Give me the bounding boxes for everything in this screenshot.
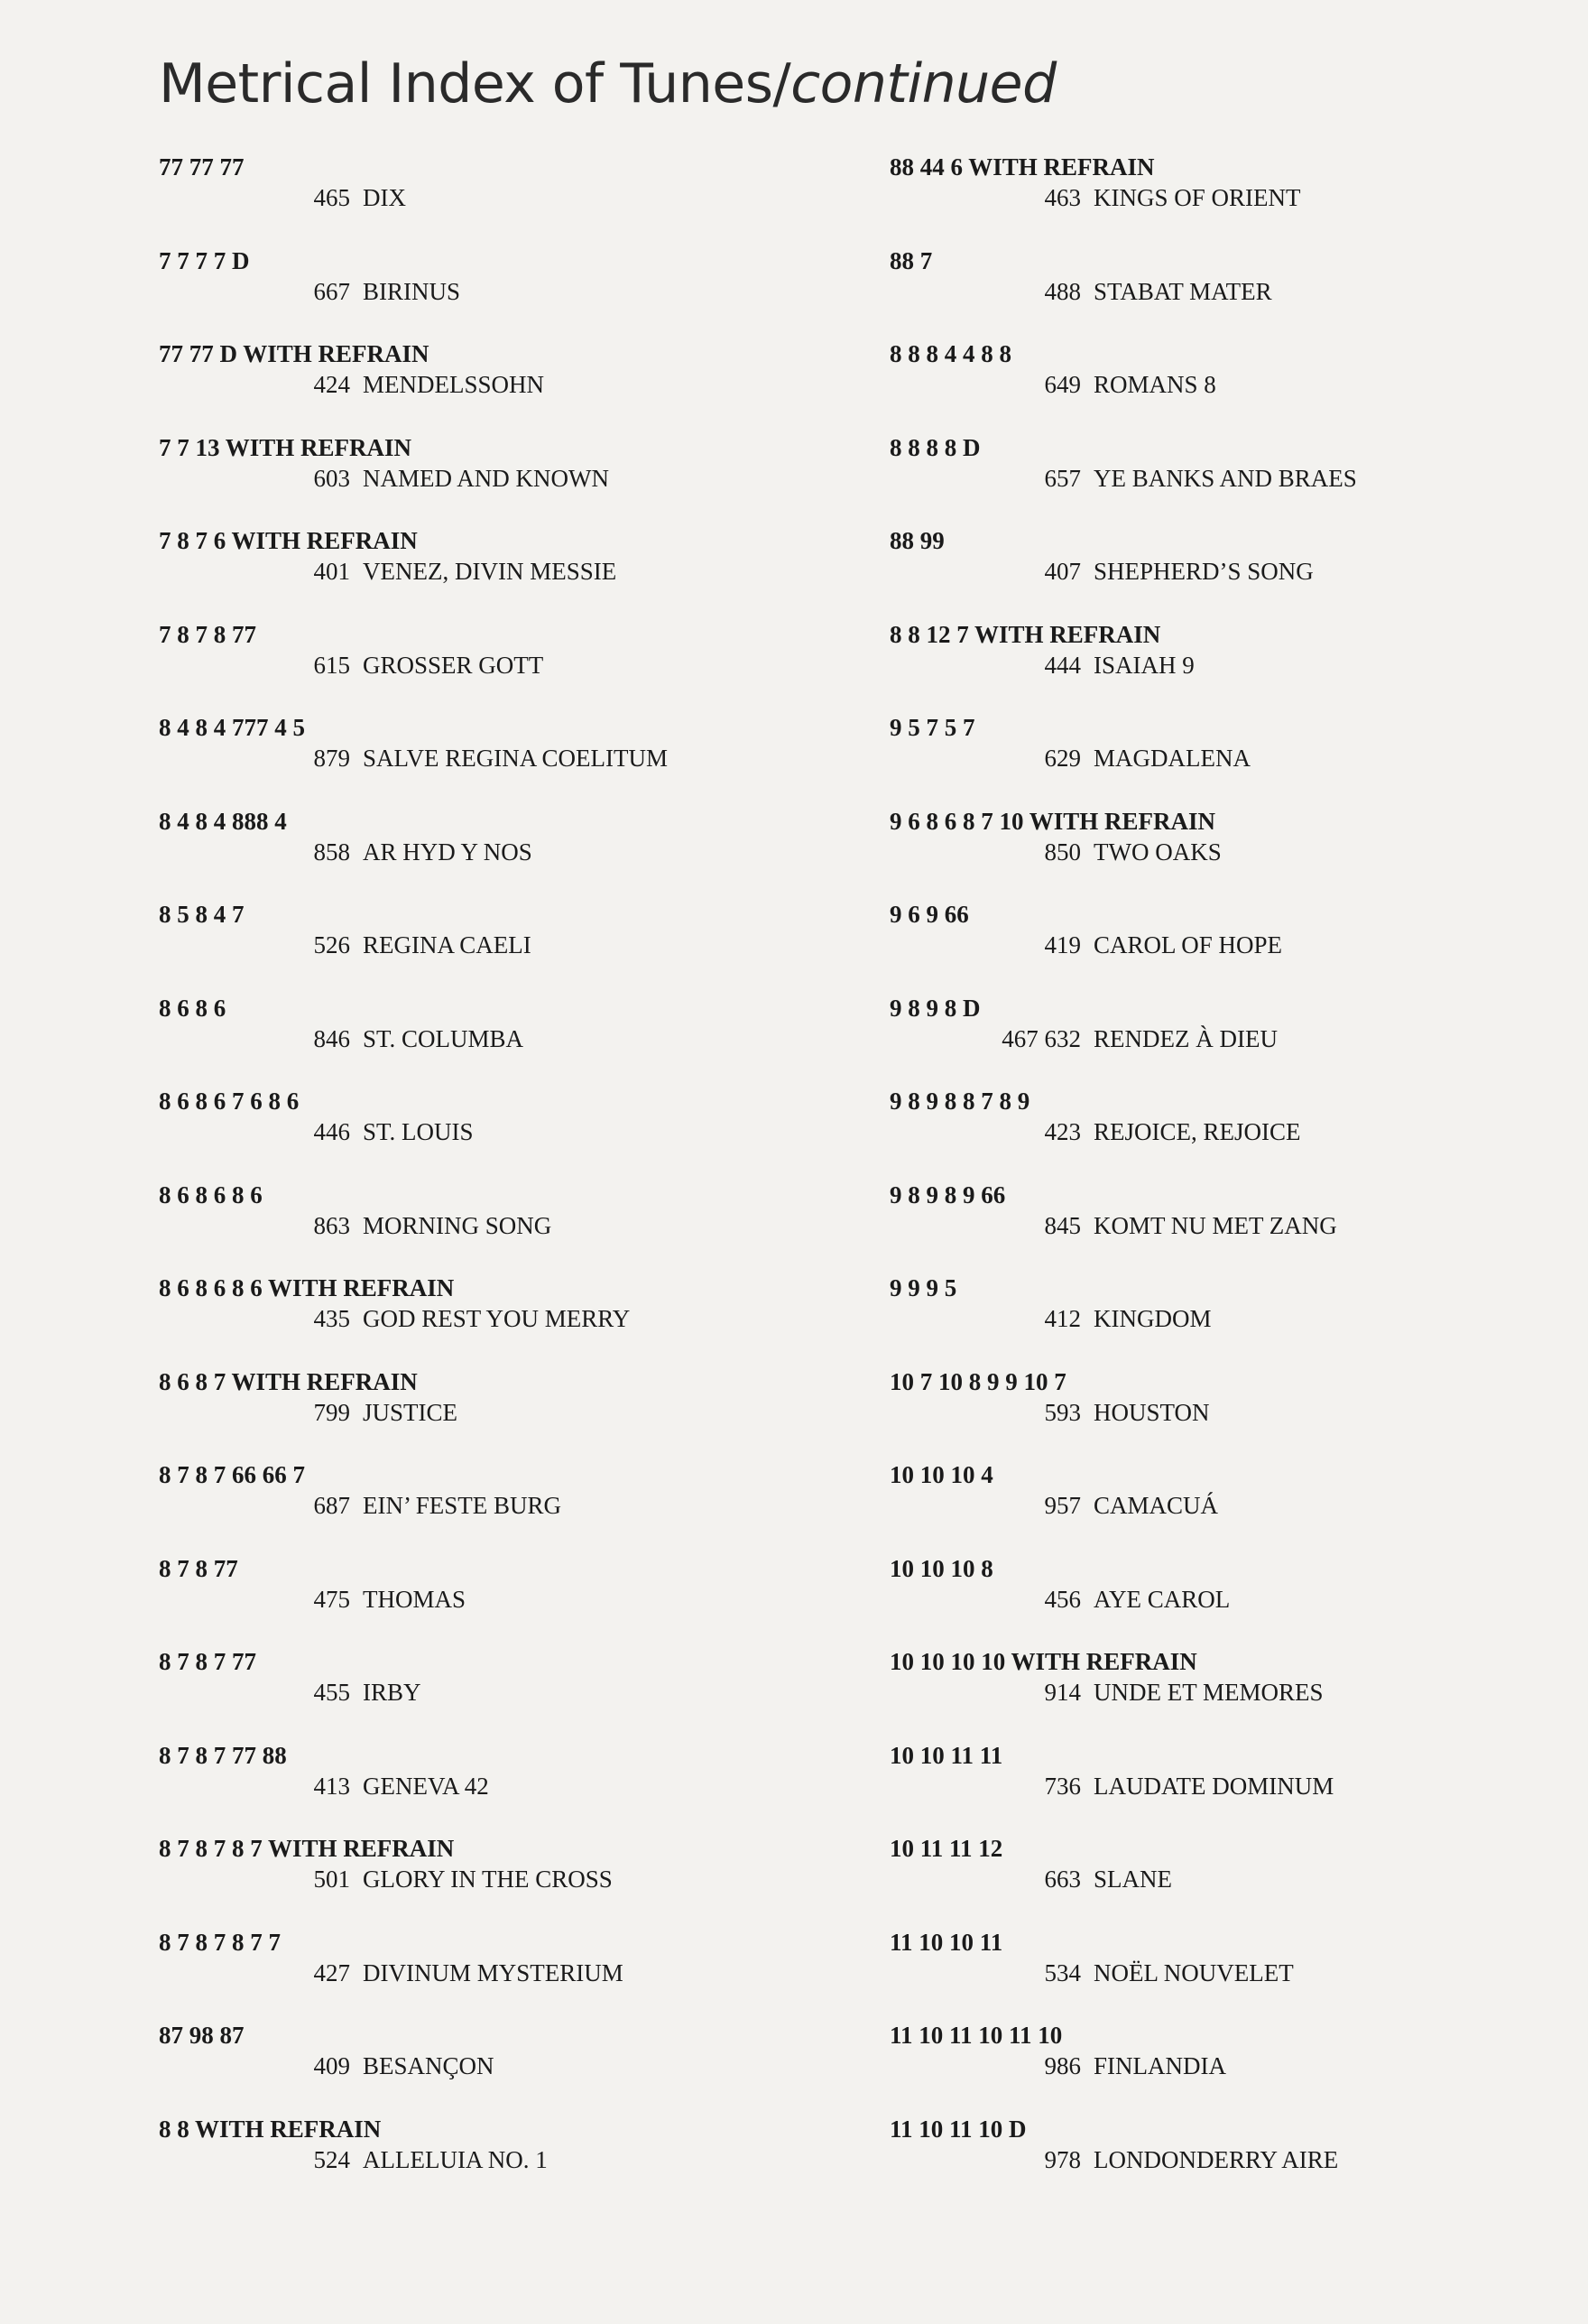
tune-line — [159, 1679, 421, 1707]
tune-line — [890, 838, 1222, 866]
tune-name: MENDELSSOHN — [363, 371, 545, 398]
tune-name: ROMANS 8 — [1094, 371, 1216, 398]
tune-name: DIX — [363, 184, 406, 211]
tune-name: MORNING SONG — [363, 1211, 552, 1239]
hymn-number: 419 — [1044, 931, 1081, 958]
tune-name: GROSSER GOTT — [363, 651, 544, 679]
hymn-number: 465 — [313, 184, 350, 211]
hymn-number: 850 — [1044, 838, 1081, 866]
meter-heading: 9 6 9 66 — [890, 901, 969, 928]
tune-name: TWO OAKS — [1094, 838, 1222, 866]
tune-name: ALLELUIA NO. 1 — [363, 2145, 548, 2173]
meter-heading: 9 8 9 8 9 66 — [890, 1181, 1006, 1208]
page-title-continued: continued — [790, 52, 1057, 116]
meter-heading: 7 7 13 WITH REFRAIN — [159, 433, 412, 461]
meter-heading: 8 7 8 7 8 7 WITH REFRAIN — [159, 1835, 455, 1862]
hymn-number: 401 — [313, 558, 350, 585]
tune-name: NAMED AND KNOWN — [363, 464, 609, 492]
meter-heading: 8 7 8 7 77 88 — [159, 1741, 287, 1769]
tune-line — [890, 1399, 1210, 1427]
tune-line — [159, 838, 532, 866]
hymn-number: 667 — [313, 277, 350, 305]
hymn-number: 427 — [313, 1958, 350, 1986]
hymn-number: 845 — [1044, 1211, 1081, 1239]
meter-heading: 8 8 8 8 D — [890, 433, 981, 461]
hymn-number: 446 — [313, 1118, 350, 1145]
meter-heading: 11 10 11 10 D — [890, 2115, 1027, 2143]
meter-heading: 8 6 8 6 8 6 — [159, 1181, 263, 1208]
tune-name: GLORY IN THE CROSS — [363, 1866, 613, 1893]
meter-heading: 9 9 9 5 — [890, 1274, 957, 1301]
tune-name: LAUDATE DOMINUM — [1094, 1772, 1334, 1800]
tune-line — [890, 371, 1216, 399]
tune-line — [159, 2052, 494, 2080]
hymn-number: 467 632 — [1002, 1024, 1081, 1052]
hymn-number: 423 — [1044, 1118, 1081, 1145]
hymn-number: 593 — [1044, 1398, 1081, 1426]
meter-heading: 7 8 7 8 77 — [159, 620, 256, 648]
hymn-number: 858 — [313, 838, 350, 866]
tune-line — [159, 1399, 457, 1427]
tune-name: DIVINUM MYSTERIUM — [363, 1958, 623, 1986]
tune-name: BESANÇON — [363, 2052, 494, 2079]
meter-heading: 8 6 8 6 7 6 8 6 — [159, 1088, 300, 1115]
meter-heading: 8 6 8 6 — [159, 994, 226, 1022]
page-title-main: Metrical Index of Tunes/ — [159, 52, 791, 116]
tune-line — [890, 1492, 1218, 1520]
meter-heading: 8 8 WITH REFRAIN — [159, 2115, 382, 2143]
tune-name: RENDEZ À DIEU — [1094, 1024, 1278, 1052]
meter-heading: 9 8 9 8 8 7 8 9 — [890, 1088, 1030, 1115]
hymn-number: 687 — [313, 1492, 350, 1519]
meter-heading: 10 10 10 10 WITH REFRAIN — [890, 1648, 1197, 1675]
meter-heading: 8 4 8 4 777 4 5 — [159, 714, 305, 741]
tune-name: THOMAS — [363, 1585, 466, 1613]
tune-name: IRBY — [363, 1679, 421, 1706]
tune-name: SALVE REGINA COELITUM — [363, 745, 669, 772]
tune-line — [890, 1305, 1212, 1333]
hymn-number: 412 — [1044, 1305, 1081, 1332]
hymn-number: 407 — [1044, 558, 1081, 585]
tune-line — [890, 745, 1251, 773]
hymn-number: 957 — [1044, 1492, 1081, 1519]
tune-line — [890, 1679, 1324, 1707]
tune-name: VENEZ, DIVIN MESSIE — [363, 558, 617, 585]
hymn-number: 657 — [1044, 464, 1081, 492]
tune-name: GOD REST YOU MERRY — [363, 1305, 631, 1332]
tune-name: HOUSTON — [1094, 1398, 1210, 1426]
hymn-number: 736 — [1044, 1772, 1081, 1800]
meter-heading: 11 10 10 11 — [890, 1928, 1003, 1956]
hymn-number: 649 — [1044, 371, 1081, 398]
tune-line — [159, 652, 543, 680]
hymn-number: 615 — [313, 651, 350, 679]
meter-heading: 8 6 8 7 WITH REFRAIN — [159, 1367, 418, 1395]
meter-heading: 10 7 10 8 9 9 10 7 — [890, 1367, 1066, 1395]
tune-line — [890, 1025, 1278, 1053]
hymn-number: 629 — [1044, 745, 1081, 772]
tune-name: CAROL OF HOPE — [1094, 931, 1283, 958]
tune-line — [890, 2146, 1338, 2174]
tune-name: JUSTICE — [363, 1398, 458, 1426]
meter-heading: 10 10 11 11 — [890, 1741, 1003, 1769]
tune-line — [159, 1773, 489, 1801]
tune-line — [890, 465, 1357, 493]
meter-heading: 9 5 7 5 7 — [890, 714, 975, 741]
hymn-number: 444 — [1044, 651, 1081, 679]
meter-heading: 8 8 12 7 WITH REFRAIN — [890, 620, 1161, 648]
tune-line — [159, 1212, 551, 1240]
tune-line — [890, 2052, 1226, 2080]
tune-line — [890, 184, 1301, 212]
tune-line — [159, 1959, 623, 1987]
tune-name: BIRINUS — [363, 277, 461, 305]
meter-heading: 77 77 D WITH REFRAIN — [159, 340, 429, 367]
meter-heading: 10 11 11 12 — [890, 1835, 1003, 1862]
hymn-number: 463 — [1044, 184, 1081, 211]
tune-name: AYE CAROL — [1094, 1585, 1231, 1613]
tune-line — [159, 1866, 613, 1893]
tune-name: REGINA CAELI — [363, 931, 531, 958]
tune-name: KINGDOM — [1094, 1305, 1212, 1332]
tune-line — [890, 1773, 1334, 1801]
hymn-number: 488 — [1044, 277, 1081, 305]
tune-name: ST. COLUMBA — [363, 1024, 524, 1052]
tune-name: STABAT MATER — [1094, 277, 1272, 305]
meter-heading: 10 10 10 4 — [890, 1461, 993, 1488]
tune-line — [890, 1959, 1294, 1987]
hymn-number: 455 — [313, 1679, 350, 1706]
hymn-number: 409 — [313, 2052, 350, 2079]
tune-line — [890, 1586, 1230, 1614]
hymn-number: 663 — [1044, 1866, 1081, 1893]
meter-heading: 8 4 8 4 888 4 — [159, 807, 287, 835]
hymn-number: 475 — [313, 1585, 350, 1613]
hymn-number: 914 — [1044, 1679, 1081, 1706]
meter-heading: 9 6 8 6 8 7 10 WITH REFRAIN — [890, 807, 1216, 835]
tune-name: KOMT NU MET ZANG — [1094, 1211, 1337, 1239]
tune-line — [159, 371, 544, 399]
hymn-number: 863 — [313, 1211, 350, 1239]
tune-name: REJOICE, REJOICE — [1094, 1118, 1301, 1145]
tune-line — [159, 931, 531, 959]
tune-line — [159, 1305, 630, 1333]
tune-name: KINGS OF ORIENT — [1094, 184, 1301, 211]
meter-heading: 8 7 8 7 8 7 7 — [159, 1928, 281, 1956]
tune-line — [159, 465, 609, 493]
tune-line — [159, 558, 616, 586]
tune-line — [890, 931, 1282, 959]
hymn-number: 524 — [313, 2145, 350, 2173]
hymn-number: 846 — [313, 1024, 350, 1052]
tune-name: SHEPHERD’S SONG — [1094, 558, 1314, 585]
tune-name: CAMACUÁ — [1094, 1492, 1219, 1519]
hymn-number: 526 — [313, 931, 350, 958]
tune-line — [159, 2146, 548, 2174]
tune-name: UNDE ET MEMORES — [1094, 1679, 1324, 1706]
meter-heading: 10 10 10 8 — [890, 1554, 993, 1582]
hymn-number: 501 — [313, 1866, 350, 1893]
tune-line — [890, 1118, 1301, 1146]
tune-line — [890, 558, 1314, 586]
tune-line — [159, 1586, 466, 1614]
hymn-number: 879 — [313, 745, 350, 772]
tune-line — [159, 1025, 523, 1053]
tune-name: NOËL NOUVELET — [1094, 1958, 1294, 1986]
page-title — [159, 52, 1057, 116]
tune-name: ISAIAH 9 — [1094, 651, 1195, 679]
hymn-number: 986 — [1044, 2052, 1081, 2079]
hymn-number: 413 — [313, 1772, 350, 1800]
meter-heading: 8 6 8 6 8 6 WITH REFRAIN — [159, 1274, 455, 1301]
tune-line — [890, 1212, 1337, 1240]
tune-line — [159, 1118, 474, 1146]
tune-name: FINLANDIA — [1094, 2052, 1226, 2079]
meter-heading: 8 7 8 7 77 — [159, 1648, 256, 1675]
hymn-number: 424 — [313, 371, 350, 398]
meter-heading: 88 99 — [890, 527, 945, 554]
meter-heading: 77 77 77 — [159, 153, 245, 181]
meter-heading: 87 98 87 — [159, 2022, 245, 2049]
tune-name: MAGDALENA — [1094, 745, 1251, 772]
hymn-number: 978 — [1044, 2145, 1081, 2173]
meter-heading: 11 10 11 10 11 10 — [890, 2022, 1063, 2049]
tune-name: GENEVA 42 — [363, 1772, 489, 1800]
tune-line — [890, 652, 1195, 680]
meter-heading: 8 5 8 4 7 — [159, 901, 245, 928]
tune-line — [890, 278, 1272, 306]
meter-heading: 9 8 9 8 D — [890, 994, 981, 1022]
tune-line — [159, 278, 460, 306]
meter-heading: 8 7 8 77 — [159, 1554, 238, 1582]
tune-name: SLANE — [1094, 1866, 1172, 1893]
hymn-number: 435 — [313, 1305, 350, 1332]
meter-heading: 7 7 7 7 D — [159, 246, 250, 274]
tune-line — [159, 1492, 561, 1520]
tune-line — [159, 745, 668, 773]
tune-name: YE BANKS AND BRAES — [1094, 464, 1357, 492]
meter-heading: 7 8 7 6 WITH REFRAIN — [159, 527, 418, 554]
hymn-number: 603 — [313, 464, 350, 492]
meter-heading: 88 7 — [890, 246, 933, 274]
tune-name: AR HYD Y NOS — [363, 838, 532, 866]
hymn-number: 534 — [1044, 1958, 1081, 1986]
tune-name: LONDONDERRY AIRE — [1094, 2145, 1339, 2173]
tune-name: ST. LOUIS — [363, 1118, 474, 1145]
meter-heading: 8 8 8 4 4 8 8 — [890, 340, 1011, 367]
tune-line — [159, 184, 406, 212]
meter-heading: 88 44 6 WITH REFRAIN — [890, 153, 1155, 181]
tune-line — [890, 1866, 1172, 1893]
tune-name: EIN’ FESTE BURG — [363, 1492, 561, 1519]
meter-heading: 8 7 8 7 66 66 7 — [159, 1461, 305, 1488]
hymn-number: 456 — [1044, 1585, 1081, 1613]
hymn-number: 799 — [313, 1398, 350, 1426]
